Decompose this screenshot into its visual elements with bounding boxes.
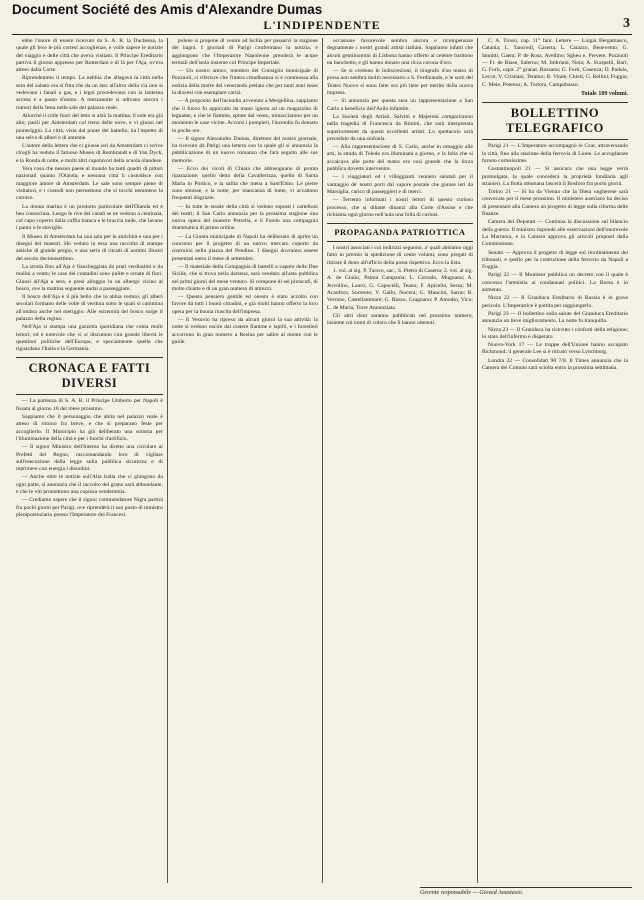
column-1 (12, 38, 167, 883)
article-paragraph: ebbe l'onore di essere ricevuto da S. A. R. la Duchessa, la quale gli fece le più cortesi accoglienze, e volle sapere le notizie del viaggio e delle città che aveva visitato. Il Principe Ereditario partiva il giorno appresso per Rotterdam e di là per l'Aja, ov'era atteso dalla Corte. (16, 38, 163, 74)
section-heading: PROPAGANDA PATRIOTTICA (327, 223, 473, 242)
article-paragraph: occasione favorevole sembra ancora e ricompensare degnamente i nostri grandi artisti italiani. Sappiamo infatti che alcuni gentiluomini di Lisbona hanno offerto al celebre baritono un banchetto, e gli hanno donato una ricca corona d'oro. (326, 38, 473, 66)
article-paragraph: — Terremo informati i nostri lettori di questo curioso processo, che si dibatte dinanzi alla Corte d'Assise e che richiama ogni giorno nell'aula una folla di curiosi. (326, 197, 473, 218)
article-paragraph: Nuova-York 17 — Le truppe dell'Unione hanno occupato Richmond; il generale Lee si è ritirato verso Lynchburg. (481, 342, 628, 356)
article-paragraph: Nizza 23 — Il Granduca ha ricevuto i conforti della religione; lo stato dell'infermo è disperato. (481, 326, 628, 340)
article-paragraph: Parigi 22 — Il Moniteur pubblica un decreto con il quale è concessa l'amnistia ai condannati politici. La Borsa è in aumento. (481, 272, 628, 294)
article-paragraph: Nizza 22 — Il Granduca Ereditario di Russia è in grave pericolo. L'Imperatrice è partita per raggiungerlo. (481, 295, 628, 309)
article-paragraph: Parigi 21 — L'Imperatore accompagnò lo Czar, attraversando la città, fino alla stazione della ferrovia di Lione. Le accoglienze furono cortesissime. (481, 143, 628, 164)
article-paragraph: I nostri associati i cui indirizzi seguono, a' quali abbiamo oggi fatto in premio la spedizione di cento volumi, sono pregati di ritirare il dono all'ufficio della posta rispettiva. Ecco la lista. (326, 245, 473, 266)
article-paragraph: polene si propone di venire ad Ischia per passarvi la stagione dei bagni. I giornali di Parigi confermano la notizia, e aggiungono che l'Imperatore Napoleone prenderà le acque termali dell'isola insieme col Principe Imperiale. (171, 38, 318, 66)
article-paragraph: Allorchè il colle fuori del letto si alzò la mattina, il sole era già alto; partii per Amsterdam col treno delle nove, e vi giunsi nel pomeriggio. La città, vista dal ponte del battello, ha l'aspetto di una selva di alberi e di antenne. (16, 112, 163, 141)
article-paragraph: Camera dei Deputati — Continua la discussione sul bilancio della guerra. Il ministro risponde alle osservazioni dell'onorevole La Marmora, e la Camera approva gli articoli proposti dalla Commissione. (481, 219, 628, 248)
article-paragraph: La Società degli Artisti, Salvini e Majeroni compariranno nella tragedia di Francesca da Rimini, che sarà interpretata superiormente da questi eccellenti artisti. Lo spettacolo sarà preceduto da una sinfonia. (326, 113, 473, 142)
article-paragraph: C. A. Trossi, cap. 11° fant. Lettere — Luigia Bergamasco, Catania; L. Tancredi, Caserta; L. Caiazzo, Benevento; G. Iannitti, Gaeta; P. de Rosa, Avellino; Sgheo e. Prevete, Pozzuoli — Fr. de Biase, Salerno; M. Imbriani, Nola; A. Scarpelli, Bari; G. Forti, capit. 2° granat. Rossano; G. Forti, Cosenza; D. Padula, Lecce; V. Cristiani, Teramo; B. Vitale, Chieti; G. Bellini, Foggia; C. Mele, Potenza; A. Tortora, Campobasso. (481, 38, 628, 88)
section-heading: BOLLETTINO TELEGRAFICO (482, 102, 628, 140)
article-paragraph: — Anche oltre le notizie sull'Alta Italia che ci giungono da ogni parte, si annunzia che il raccolto del grano sarà abbondante, e che le viti promettono una copiosa vendemmia. (16, 474, 163, 496)
article-paragraph: Senato — Approva il progetto di legge sul riordinamento dei tribunali, e quello per la costruzione della ferrovia da Napoli a Foggia. (481, 249, 628, 271)
article-paragraph: 1. vol. al sig. P. Tursco, sac., S. Pietro di Caserta; 2. vol. al sig. A. de Giulio, Palma Campania; L. Corrado, Mugnano; A. Jervolino, Lauro; G. Capocelli, Teano; F. Apicella, Sessa; M. Acanfora, Sorrento; V. Gallo, Nocera; G. Mancini, Sarno; R. Verrone, Castellammare; G. Russo, Gragnano; P. Amodio, Vico; L. de Maria, Torre Annunziata. (326, 268, 473, 311)
article-paragraph: Il bosco dell'Aja è il più bello che io abbia veduto; gli alberi secolari formano delle volte di verdura sotto le quali si cammina all'ombra anche nel meriggio. Alle estremità del bosco sorge il palazzo della regina. (16, 294, 163, 322)
document-watermark: Document Société des Amis d'Alexandre Dumas (12, 2, 323, 17)
article-paragraph: Sappiamo che il personaggio che abita nel palazzo reale è atteso di ritorno fra breve, e che si preparano feste per accoglierlo. Il Municipio ha già deliberato una somma per l'illuminazione della città e per i fuochi d'artifizio. (16, 414, 163, 442)
column-4 (477, 38, 632, 883)
article-paragraph: — Il signor Ministro dell'Interno ha diretto una circolare ai Prefetti del Regno, raccomandando loro di vigilare sull'esecuzione della legge sulla pubblica sicurezza e di reprimere con energia i disordini. (16, 444, 163, 473)
article-paragraph: — La Giunta municipale di Napoli ha deliberato di aprire un concorso per il progetto di un nuovo mercato coperto da costruirsi nella piazza del Pendino. I disegni dovranno essere presentati entro il mese di settembre. (171, 233, 318, 262)
article-paragraph: — Si annunzia per questa sera un rappresentazione a San Carlo a beneficio dell'Asilo infantile. (326, 98, 473, 112)
article-paragraph: — Il signor Alessandro Dumas, direttore del nostro giornale, ha ricevuto da Parigi una lettera con la quale gli si annunzia la pubblicazione di un nuovo romanzo che farà seguito alle sue memorie. (171, 135, 318, 164)
article-paragraph: Gli altri doni saranno pubblicati nel prossimo numero, insieme coi nomi di coloro che li hanno ottenuti. (326, 312, 473, 327)
article-paragraph: Riprendemmo il tempo. La nebbia che allagava la città nella sera del sabato era sì fitta che da un lato all'altro della via non si vedevano i fanali a gas, e i legni procedevano con la lanterna accesa e a passo d'uomo. A mezzanotte si udivano ancora i rumori della festa nelle sale del palazzo reale. (16, 75, 163, 111)
article-paragraph: — A proposito dell'incendio avvenuto a Mergellina, sappiamo che il fuoco fu appiccato da mano ignota ad un magazzino di legname, e che le fiamme, spinte dal vento, minacciarono per un momento le case vicine. Accorsi i pompieri, l'incendio fu domato in poche ore. (171, 98, 318, 134)
article-paragraph: — In tutte le strade della città si vedono esposti i cartelloni dei teatri; il San Carlo annunzia per la prossima stagione una nuova opera del maestro Petrella, e il Fondo una compagnia drammatica di primo ordine. (171, 203, 318, 232)
newspaper-title: L'INDIPENDENTE (263, 18, 381, 32)
article-paragraph: Londra 22 — Consolidati 90 7/8. Il Times annunzia che la Camera dei Comuni sarà sciolta entro la prossima settimana. (481, 357, 628, 371)
article-paragraph: — I viaggiatori ed i villeggianti vennero salutati per il vantaggio de' nostri porti dal vapore postale che giunse ieri da Marsiglia, carico di passeggieri e di merci. (326, 174, 473, 195)
article-paragraph: Costantinopoli 21 — Si assicura che una legge verrà promulgata, la quale concederà la proprietà fondiaria agli stranieri. La flotta ottomana lascerà il Bosforo fra pochi giorni. (481, 166, 628, 187)
article-paragraph: Vera cosa che nessun paese al mondo ha tanti quadri di pittori nazionali quanto l'Olanda; e nessuna città li custodisce con maggiore amore di Amsterdam. Le sale sono sempre piene di visitatori, e i custodi non permettono che si tocchi nemmeno la cornice. (16, 166, 163, 202)
gerente-footer: Gerente responsabile — Gioved Anastasio. (420, 887, 632, 896)
article-paragraph: — Questo pensiero gentile ed onesto è stato accolto con favore da tutti i buoni cittadini, e già molti hanno offerto la loro opera per la buona riuscita dell'impresa. (171, 294, 318, 315)
article-paragraph: Torino 21 — Si ha da Vienna che la Dieta ungherese sarà convocata per il mese prossimo. Il ministero austriaco ha deciso di presentare alla Camera un progetto di legge sulla riforma delle finanze. (481, 189, 628, 218)
article-paragraph: — Un nostro amico, membro del Consiglio municipale di Pozzuoli, ci riferisce che l'intera cittadinanza si è commossa alla notizia della morte del venerando prelato che per tanti anni resse la diocesi con esemplare carità. (171, 68, 318, 97)
article-paragraph: — La partenza di S. A. R. il Principe Umberto per Napoli è fissata al giorno 18 del mese prossimo. (16, 398, 163, 412)
article-paragraph: — Se si credono le indiscrezioni, il biografo d'un teatro di prosa non sembra molto necessario a S. Ferdinando, e le sorti del Teatro Nuovo si sono fatte ora più liete per merito della nuova impresa. (326, 68, 473, 97)
volumes-total: Totale 109 volumi. (581, 91, 628, 98)
page-number: 3 (623, 16, 630, 31)
article-paragraph: — Crediamo sapere che il signor commendatore Nigra partirà fra pochi giorni per Parigi, ove riprenderà il suo posto di ministro plenipotenziario presso l'Imperatore dei Francesi. (16, 497, 163, 518)
column-3 (322, 38, 477, 883)
article-paragraph: — Il materiale della Compagnia di battelli a vapore delle Due Sicilie, che si trova nella darsena, sarà venduto all'asta pubblica nei primi giorni del mese venturo. Si compone di sei piroscafi, di molte chiatte e di un gran numero di attrezzi. (171, 263, 318, 292)
article-paragraph: La strada fino all'Aja è fiancheggiata da prati verdissimi e da mulini a vento; le case dei contadini sono pulite e ornate di fiori. Giunsi all'Aja a sera, e presi alloggio in un albergo vicino al bosco, ove la mattina seguente andai a passeggiare. (16, 263, 163, 292)
column-2 (167, 38, 322, 883)
article-paragraph: — Alla rappresentazione di S. Carlo, anche in omaggio alle arti, la strada di Toledo era illuminata a giorno, e la folla che si accalcava alle porte del teatro era così grande che la forza pubblica dovette intervenire. (326, 144, 473, 173)
article-paragraph: La donna marina è un prodotto particolare dell'Olanda ed è ben conosciuta. Lungo le rive dei canali se ne vedono a centinaia, col capo coperto dalla cuffia bianca e le braccia nude, che lavano i panni o le stoviglie. (16, 203, 163, 232)
article-paragraph: — Ecco dei vicoli di Chiaia che abbisognano di pronta riparazione: quello detto della Cavallerizza, quello di Santa Maria in Portico, e la salita che mena a Sant'Elmo. Le pietre sono smosse, e la notte, per mancanza di lume, vi accadono frequenti disgrazie. (171, 166, 318, 202)
article-paragraph: Nell'Aja si stampa una gazzetta quotidiana che conta molti lettori; ed è notevole che vi si discutono con grande libertà le questioni politiche dell'Europa, e specialmente quelle che riguardano l'Italia e la Germania. (16, 324, 163, 353)
article-paragraph: — Il Vesuvio ha ripreso da alcuni giorni la sua attività; la notte si vedono uscire dal cratere fiamme e lapilli, e i forestieri accorrono in gran numero a Resina per salire al monte con le guide. (171, 316, 318, 345)
newspaper-masthead (12, 18, 632, 35)
article-paragraph: Il Museo di Amsterdam ha una sala per le antichità e una per i disegni dei maestri. Ho veduto in essa una raccolta di stampe antiche di grande pregio, e una serie di ritratti di uomini illustri del secolo decimosettimo. (16, 233, 163, 262)
article-paragraph: Parigi 23 — Il bollettino sulla salute del Granduca Ereditario annunzia un lieve miglioramento. La notte fu tranquilla. (481, 310, 628, 325)
article-paragraph: L'autore della lettera che ci giunse ieri da Amsterdam ci scrive ch'egli ha veduto il famoso Museo di Rembrandt e di Van Dyck, e la Ronda di notte, e molti altri capolavori della scuola olandese. (16, 143, 163, 164)
newspaper-columns (12, 38, 632, 883)
section-heading: CRONACA E FATTI DIVERSI (16, 357, 163, 395)
